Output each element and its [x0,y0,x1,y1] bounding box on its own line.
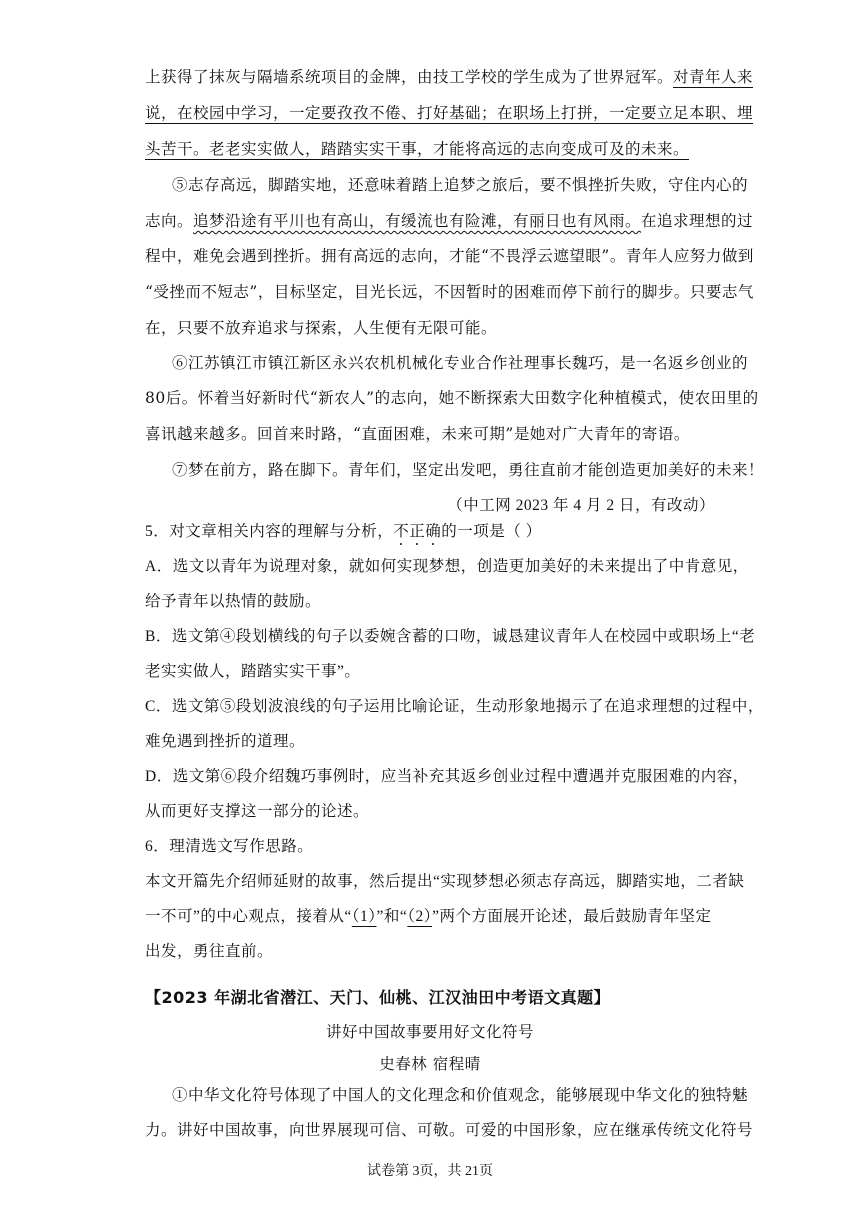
section-heading: 【2023 年湖北省潜江、天门、仙桃、江汉油田中考语文真题】 [145,988,611,1007]
option-a-line2: 给予青年以热情的鼓励。 [145,593,322,610]
question6-text: ”两个方面展开论述，最后鼓励青年坚定 [432,908,712,925]
para5-text: 志向。 [145,212,194,230]
emphasis-dots-text: 不正确 [393,523,442,540]
question5-text: 的一项是（ ） [441,523,542,540]
underlined-sentence: 对青年人来 [673,68,754,86]
option-c-line1: C．选文第⑤段划波浪线的句子运用比喻论证，生动形象地揭示了在追求理想的过程中， [145,698,764,715]
para6-line3: 喜讯越来越多。回首来时路，“直面困难，未来可期”是她对广大青年的寄语。 [145,425,690,443]
page-footer: 试卷第 3页，共 21页 [367,1164,493,1179]
para5-line2 [145,211,754,231]
para4-text: 上获得了抹灰与隔墙系统项目的金牌，由技工学校的学生成为了世界冠军。 [145,68,674,86]
wavy-underlined-sentence: 追梦沿途有平川也有高山，有缓流也有险滩，有丽日也有风雨。 [193,212,642,230]
blank-2[interactable]: （2） [407,908,433,925]
blank-1[interactable]: （1） [351,908,377,925]
para5-text: 在追求理想的过 [641,212,754,230]
question5-text: 5．对文章相关内容的理解与分析， [145,523,394,540]
option-d-line2: 从而更好支撑这一部分的论述。 [145,803,370,820]
question6-text: ”和“ [376,908,408,925]
para7-line1: ⑦梦在前方，路在脚下。青年们，坚定出发吧，勇往直前才能创造更加美好的未来！ [172,461,765,479]
option-b-line2: 老实实做人，踏踏实实干事”。 [145,663,361,680]
question6-text: 一不可”的中心观点，接着从“ [145,908,352,925]
para5-line5: 在，只要不放弃追求与探索，人生便有无限可能。 [145,319,498,337]
para5-line4: “受挫而不短志”，目标坚定，目光长远，不因暂时的困难而停下前行的脚步。只要志气 [145,283,754,301]
article-para1-line2: 力。讲好中国故事，向世界展现可信、可敬。可爱的中国形象，应在继承传统文化符号 [145,1121,754,1139]
para5-line3: 程中，难免会遇到挫折。拥有高远的志向，才能“不畏浮云遮望眼”。青年人应努力做到 [145,247,754,265]
para4-line3 [145,139,715,159]
option-a-line1: A．选文以青年为说理对象，就如何实现梦想，创造更加美好的未来提出了中肯意见， [145,558,749,575]
para4-line2 [145,103,754,123]
question6-line2 [145,907,715,927]
para6-line2: 80后。怀着当好新时代“新农人”的志向，她不断探索大田数字化种植模式，使农田里的 [145,389,759,407]
option-b-line1: B．选文第④段划横线的句子以委婉含蓄的口吻，诚恳建议青年人在校园中或职场上“老 [145,628,756,645]
underlined-sentence: 头苦干。老老实实做人，踏踏实实干事，才能将高远的志向变成可及的未来。 [145,140,690,158]
option-c-line2: 难免遇到挫折的道理。 [145,733,306,750]
source-citation: （中工网 2023 年 4 月 2 日，有改动） [447,497,715,514]
question6-line3: 出发，勇往直前。 [145,943,274,960]
para5-line1: ⑤志存高远，脚踏实地，还意味着踏上追梦之旅后，要不惧挫折失败，守住内心的 [172,176,749,194]
para6-line1: ⑥江苏镇江市镇江新区永兴农机机械化专业合作社理事长魏巧，是一名返乡创业的 [172,354,749,372]
article-para1-line1: ①中华文化符号体现了中国人的文化理念和价值观念，能够展现中华文化的独特魅 [172,1086,749,1104]
underlined-sentence: 说，在校园中学习，一定要孜孜不倦、打好基础；在职场上打拼，一定要立足本职、埋 [145,104,754,122]
question5-stem [145,522,715,549]
para4-line1 [145,67,754,87]
article-authors: 史春林 宿程晴 [379,1055,481,1073]
option-d-line1: D．选文第⑥段介绍魏巧事例时，应当补充其返乡创业过程中遭遇并克服困难的内容， [145,768,749,785]
article-title: 讲好中国故事要用好文化符号 [325,1023,534,1041]
question6-line1: 本文开篇先介绍师延财的故事，然后提出“实现梦想必须志存高远，脚踏实地，二者缺 [145,873,745,890]
question6-stem: 6．理清选文写作思路。 [145,838,314,855]
